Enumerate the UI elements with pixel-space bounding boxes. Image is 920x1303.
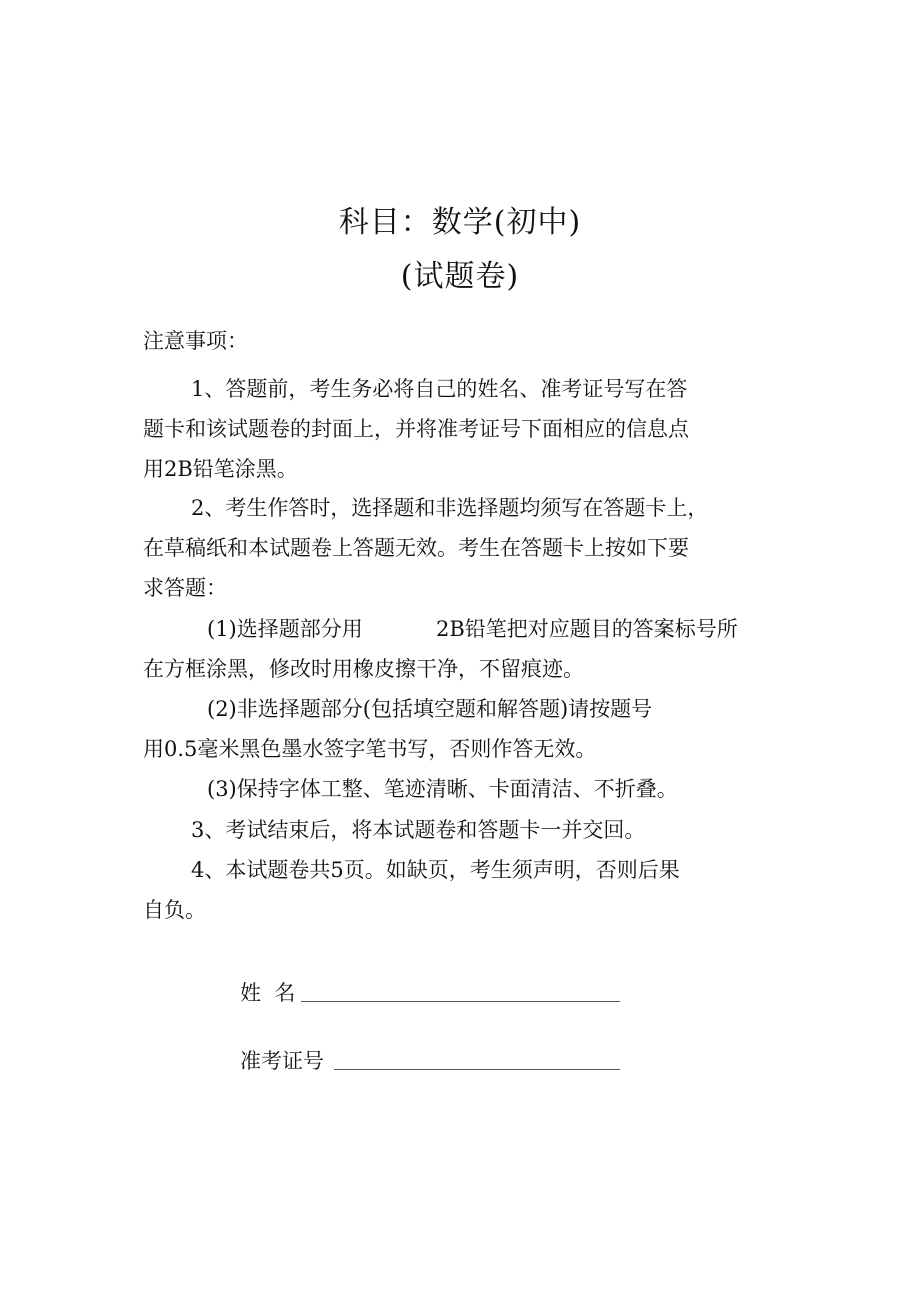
- name-field-underline[interactable]: [301, 1001, 620, 1002]
- page-title: 科目：数学(初中): [338, 205, 582, 240]
- notice-heading: 注意事项：: [143, 329, 248, 353]
- notice-item-2-line-2: 在草稿纸和本试题卷上答题无效。考生在答题卡上按如下要: [143, 536, 689, 560]
- notice-sub-item-2-line-1: (2)非选择题部分(包括填空题和解答题)请按题号: [207, 697, 653, 721]
- exam-number-field-label: 准考证号: [240, 1049, 324, 1073]
- notice-item-1-line-2: 题卡和该试题卷的封面上，并将准考证号下面相应的信息点: [143, 417, 689, 441]
- notice-item-4-line-1: 4、本试题卷共5页。如缺页，考生须声明，否则后果: [191, 858, 680, 882]
- notice-sub-item-3: (3)保持字体工整、笔迹清晰、卡面清洁、不折叠。: [207, 777, 678, 801]
- notice-item-1-line-1: 1、答题前，考生务必将自己的姓名、准考证号写在答: [191, 377, 688, 401]
- notice-sub-item-2-line-2: 用0.5毫米黑色墨水签字笔书写，否则作答无效。: [143, 737, 597, 761]
- notice-item-4-line-2: 自负。: [143, 898, 206, 922]
- notice-sub-item-1-line-1b: 2B铅笔把对应题目的答案标号所: [436, 617, 738, 641]
- notice-sub-item-1-line-1a: (1)选择题部分用: [207, 617, 363, 641]
- page-subtitle: (试题卷): [400, 259, 520, 294]
- notice-item-3: 3、考试结束后，将本试题卷和答题卡一并交回。: [191, 818, 646, 842]
- name-field-label: 姓 名: [240, 981, 296, 1005]
- notice-item-2-line-1: 2、考生作答时，选择题和非选择题均须写在答题卡上，: [191, 496, 709, 520]
- notice-item-2-line-3: 求答题：: [143, 576, 227, 600]
- exam-number-field-underline[interactable]: [334, 1069, 620, 1070]
- notice-sub-item-1-line-2: 在方框涂黑，修改时用橡皮擦干净，不留痕迹。: [143, 657, 584, 681]
- notice-item-1-line-3: 用2B铅笔涂黑。: [143, 457, 298, 481]
